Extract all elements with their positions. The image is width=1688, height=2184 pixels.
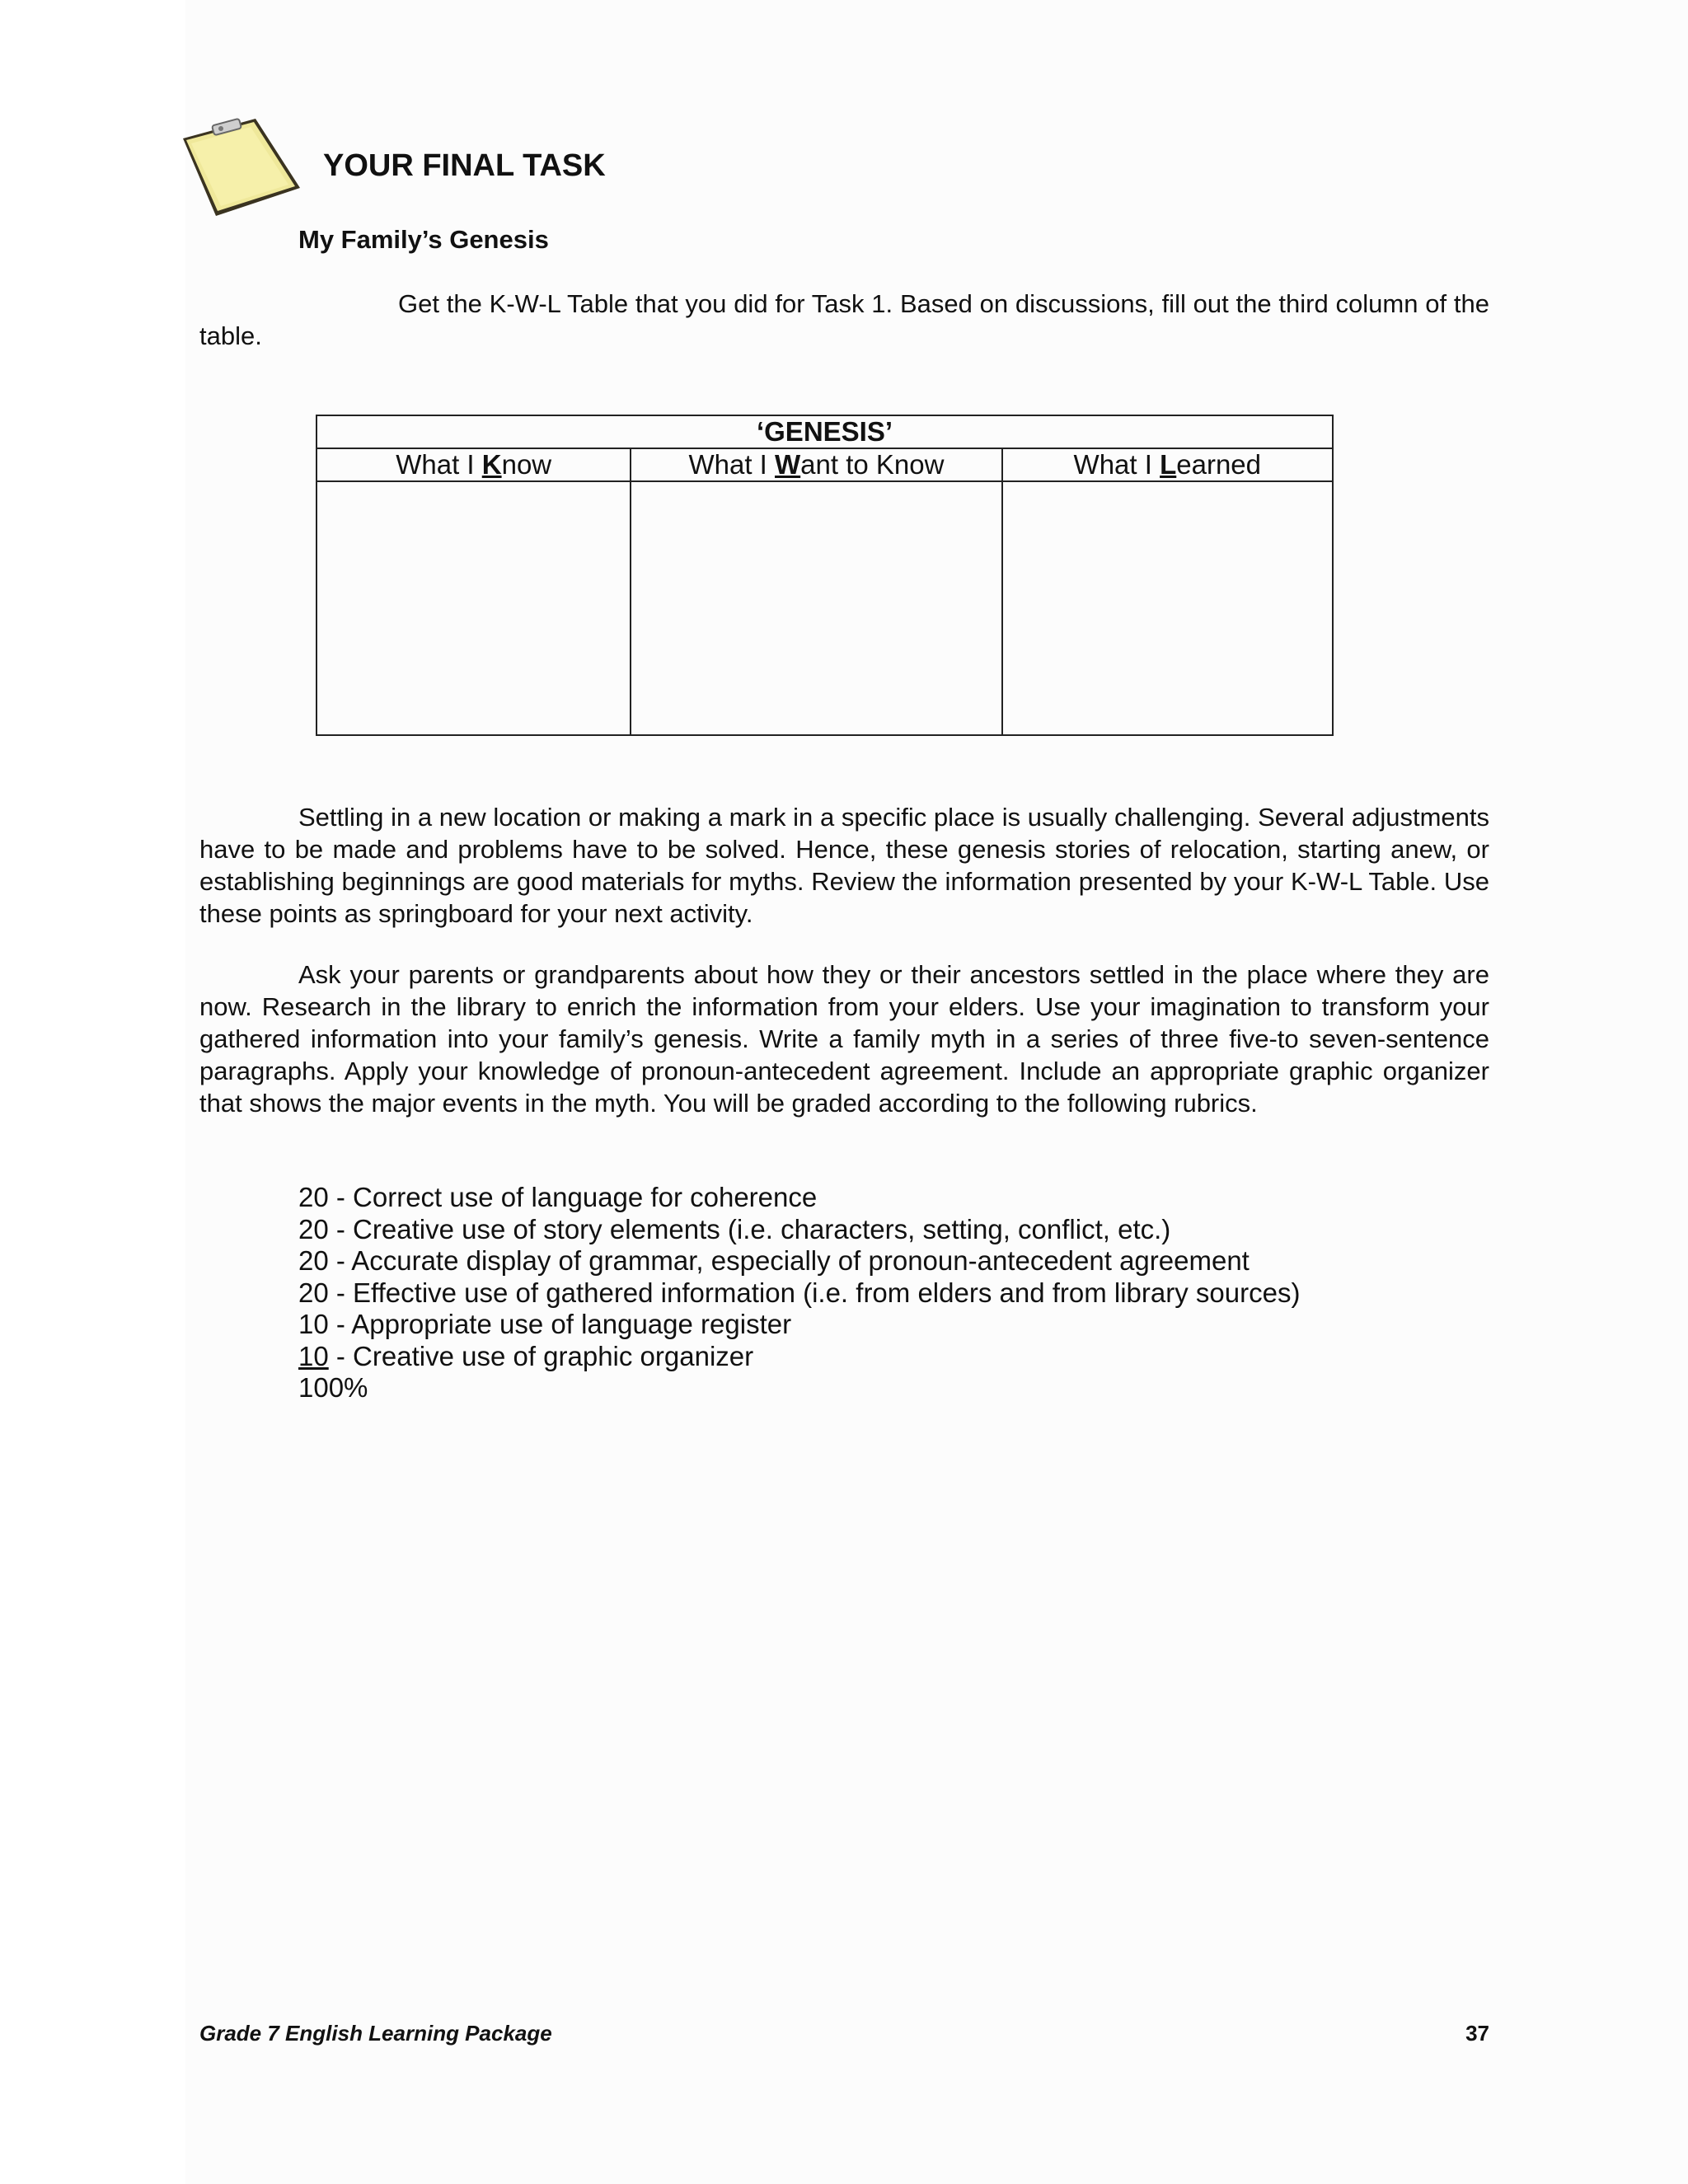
kwl-table-title: ‘GENESIS’ — [316, 415, 1333, 448]
rubric-item: 10 - Creative use of graphic organizer — [298, 1340, 754, 1371]
rubric-list — [298, 1182, 1300, 1404]
footer-label: Grade 7 English Learning Package — [199, 2021, 552, 2046]
rubric-item: 20 - Effective use of gathered information (i.e. from elders and from library sources) — [298, 1277, 1301, 1308]
rubric-item: 10 - Appropriate use of language register — [298, 1309, 792, 1339]
body-paragraph: Ask your parents or grandparents about how they or their ancestors settled in the place where they are now. Research in the library to enrich the information from your elders. Use your imagination to transform your gathered information into your family’s genesis. Write a family myth in a series of three five-to seven-sentence paragraphs. Apply your knowledge of pronoun-antecedent agreement. Include an appropriate graphic organizer that shows the major events in the myth. You will be graded according to the following rubrics. — [199, 960, 1489, 1118]
clipboard-icon — [180, 115, 302, 218]
rubric-total: 100% — [298, 1372, 368, 1403]
rubric-item: 20 - Correct use of language for coherence — [298, 1182, 818, 1212]
kwl-column-know: What I Know — [316, 448, 631, 481]
kwl-learned-cell[interactable] — [1002, 481, 1333, 735]
kwl-want-cell[interactable] — [631, 481, 1001, 735]
kwl-table — [316, 415, 1334, 736]
final-task-heading: YOUR FINAL TASK — [323, 148, 606, 183]
rubric-item: 20 - Creative use of story elements (i.e. characters, setting, conflict, etc.) — [298, 1213, 1171, 1244]
kwl-column-learned: What I Learned — [1002, 448, 1333, 481]
kwl-column-want: What I Want to Know — [631, 448, 1001, 481]
task-subtitle: My Family’s Genesis — [298, 225, 549, 254]
rubric-item: 20 - Accurate display of grammar, especially of pronoun-antecedent agreement — [298, 1245, 1250, 1276]
body-paragraph: Settling in a new location or making a mark in a specific place is usually challenging. Several adjustments have to be made and problems have to be solved. Hence, these genesis stories of relocation, starting anew, or establishing beginnings are good materials for myths. Review the information presented by your K-W-L Table. Use these points as springboard for your next activity. — [199, 803, 1489, 928]
kwl-know-cell[interactable] — [316, 481, 631, 735]
intro-paragraph: Get the K-W-L Table that you did for Task 1. Based on discussions, fill out the third column of the table. — [199, 289, 1489, 350]
page-number: 37 — [1465, 2021, 1489, 2046]
